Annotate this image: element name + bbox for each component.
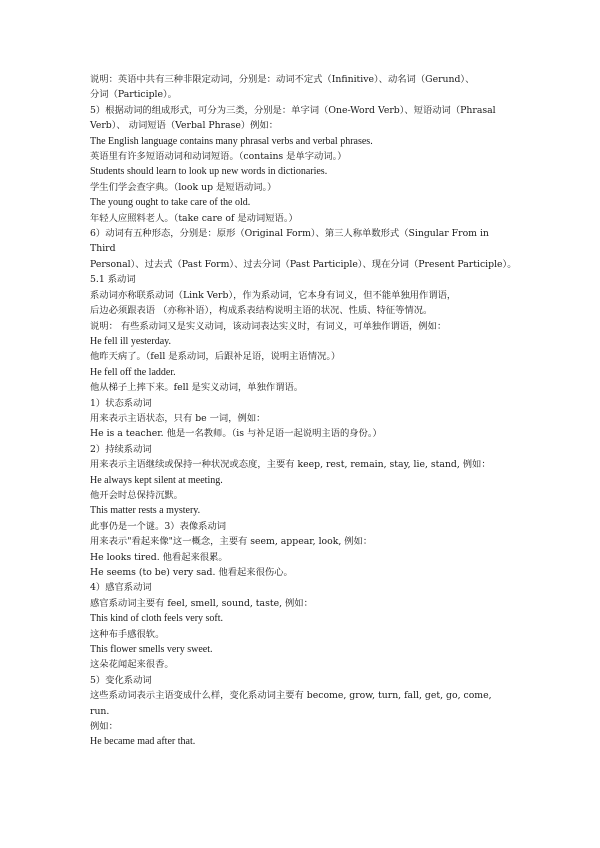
text-line: 后边必须跟表语 （亦称补语），构成系表结构说明主语的状况、性质、特征等情况。: [90, 305, 433, 317]
text-line: Personal）、过去式（Past Form）、过去分词（Past Participle）、现在分词（Present Participle）。: [90, 258, 517, 270]
text-line: 这种布手感很软。: [90, 628, 165, 640]
text-line: Verb）、 动词短语（Verbal Phrase）例如：: [90, 120, 279, 132]
text-line: He seems (to be) very sad. 他看起来很伤心。: [90, 567, 293, 578]
text-line: He looks tired. 他看起来很累。: [90, 551, 228, 563]
text-line: 他从梯子上摔下来。fell 是实义动词，单独作谓语。: [90, 382, 304, 394]
subsection-heading: 4）感官系动词: [90, 582, 152, 594]
example-sentence: He became mad after that.: [90, 736, 196, 748]
subsection-heading: 1）状态系动词: [90, 397, 152, 409]
subsection-heading: 2）持续系动词: [90, 443, 152, 455]
example-sentence: This matter rests a mystery.: [90, 505, 201, 517]
text-line: 此事仍是一个谜。3）表像系动词: [90, 520, 227, 532]
text-line: 英语里有许多短语动词和动词短语。（contains 是单字动词。）: [90, 151, 347, 163]
example-sentence: He always kept silent at meeting.: [90, 474, 223, 486]
text-line: 他昨天病了。（fell 是系动词，后跟补足语，说明主语情况。）: [90, 351, 341, 363]
text-line: 例如：: [90, 721, 118, 733]
text-line: 感官系动词主要有 feel, smell, sound, taste, 例如：: [90, 597, 313, 609]
text-line: Third: [90, 243, 116, 255]
example-sentence: Students should learn to look up new words in dictionaries.: [90, 166, 328, 178]
example-sentence: This kind of cloth feels very soft.: [90, 613, 224, 625]
example-sentence: He fell ill yesterday.: [90, 335, 171, 347]
text-line: 用来表示"看起来像"这一概念，主要有 seem, appear, look, 例如：: [90, 536, 373, 548]
text-line: 用来表示主语继续或保持一种状况或态度，主要有 keep, rest, remain, stay, lie, stand, 例如：: [90, 459, 491, 471]
example-sentence: The English language contains many phrasal verbs and verbal phrases.: [90, 135, 373, 147]
text-line: 5）根据动词的组成形式，可分为三类，分别是：单字词（One-Word Verb）、短语动词（Phrasal: [90, 104, 496, 116]
text-line: 他开会时总保持沉默。: [90, 489, 183, 501]
text-line: 6）动词有五种形态，分别是：原形（Original Form）、第三人称单数形式（Singular From in: [90, 228, 489, 240]
example-sentence: He fell off the ladder.: [90, 366, 176, 378]
text-line: 学生们学会查字典。（look up 是短语动词。）: [90, 181, 277, 193]
text-line: 说明： 有些系动词又是实义动词，该动词表达实义时，有词义，可单独作谓语，例如：: [90, 320, 447, 332]
text-line: 这朵花闻起来很香。: [90, 659, 174, 671]
text-line: 这些系动词表示主语变成什么样，变化系动词主要有 become, grow, turn, fall, get, go, come,: [90, 690, 492, 702]
example-sentence: The young ought to take care of the old.: [90, 197, 251, 209]
example-sentence: This flower smells very sweet.: [90, 644, 213, 656]
text-line: He is a teacher. 他是一名教师。（is 与补足语一起说明主语的身份。）: [90, 428, 382, 440]
text-line: 用来表示主语状态，只有 be 一词，例如：: [90, 412, 266, 424]
text-line: 年轻人应照料老人。（take care of 是动词短语。）: [90, 212, 298, 224]
section-heading: 5.1 系动词: [90, 274, 136, 286]
text-line: run.: [90, 705, 110, 717]
text-line: 说明：英语中共有三种非限定动词，分别是：动词不定式（Infinitive）、动名词（Gerund）、: [90, 74, 475, 85]
document-body: [90, 72, 517, 750]
text-line: 分词（Participle）。: [90, 89, 177, 101]
subsection-heading: 5）变化系动词: [90, 674, 152, 686]
text-line: 系动词亦称联系动词（Link Verb），作为系动词，它本身有词义，但不能单独用作谓语，: [90, 289, 457, 301]
